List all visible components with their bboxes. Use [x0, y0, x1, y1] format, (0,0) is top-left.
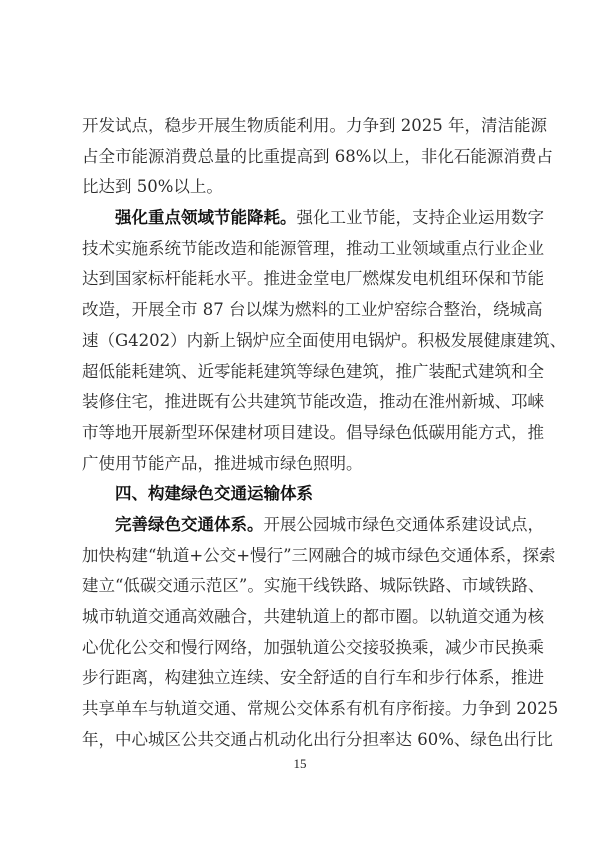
paragraph-lead-line	[82, 203, 544, 234]
text-line: 广使用节能产品，推进城市绿色照明。	[82, 453, 363, 473]
text-line: 市等地开展新型环保建材项目建设。倡导绿色低碳用能方式，推	[82, 422, 544, 442]
text-span: 开展公园城市绿色交通体系建设试点，	[263, 514, 544, 534]
text-line: 比达到 50%以上。	[82, 177, 223, 197]
text-line: 年，中心城区公共交通占机动化出行分担率达 60%、绿色出行比	[82, 729, 553, 749]
paragraph-lead-line	[82, 510, 544, 541]
text-line: 速（G4202）内新上锅炉应全面使用电锅炉。积极发展健康建筑、	[82, 330, 567, 350]
document-body	[82, 111, 567, 755]
text-line: 开发试点，稳步开展生物质能利用。力争到 2025 年，清洁能源	[82, 116, 547, 135]
text-line: 改造，开展全市 87 台以煤为燃料的工业炉窑综合整治，绕城高	[82, 300, 543, 320]
section-heading: 四、构建绿色交通运输体系	[115, 484, 313, 504]
page-number: 15	[293, 756, 307, 771]
text-line: 建立“低碳交通示范区”。实施干线铁路、城际铁路、市域铁路、	[82, 576, 545, 596]
text-line: 心优化公交和慢行网络，加强轨道公交接驳换乘，减少市民换乘	[82, 637, 544, 657]
text-span: 强化工业节能，支持企业运用数字	[296, 208, 544, 228]
text-line: 技术实施系统节能改造和能源管理，推动工业领域重点行业企业	[82, 238, 544, 258]
text-line: 装修住宅，推进既有公共建筑节能改造，推动在淮州新城、邛崃	[82, 392, 544, 412]
text-line: 达到国家标杆能耗水平。推进金堂电厂燃煤发电机组环保和节能	[82, 269, 544, 289]
text-line: 超低能耗建筑、近零能耗建筑等绿色建筑，推广装配式建筑和全	[82, 361, 544, 381]
text-line: 步行距离，构建独立连续、安全舒适的自行车和步行体系，推进	[82, 668, 544, 688]
paragraph-lead: 强化重点领域节能降耗。	[115, 208, 297, 228]
text-line: 城市轨道交通高效融合，共建轨道上的都市圈。以轨道交通为核	[82, 607, 544, 626]
text-line: 共享单车与轨道交通、常规公交体系有机有序衔接。力争到 2025	[82, 699, 559, 719]
text-line: 占全市能源消费总量的比重提高到 68%以上，非化石能源消费占	[82, 146, 553, 166]
text-line: 加快构建“轨道+公交+慢行”三网融合的城市绿色交通体系，探索	[82, 545, 556, 565]
paragraph-lead: 完善绿色交通体系。	[115, 514, 264, 534]
